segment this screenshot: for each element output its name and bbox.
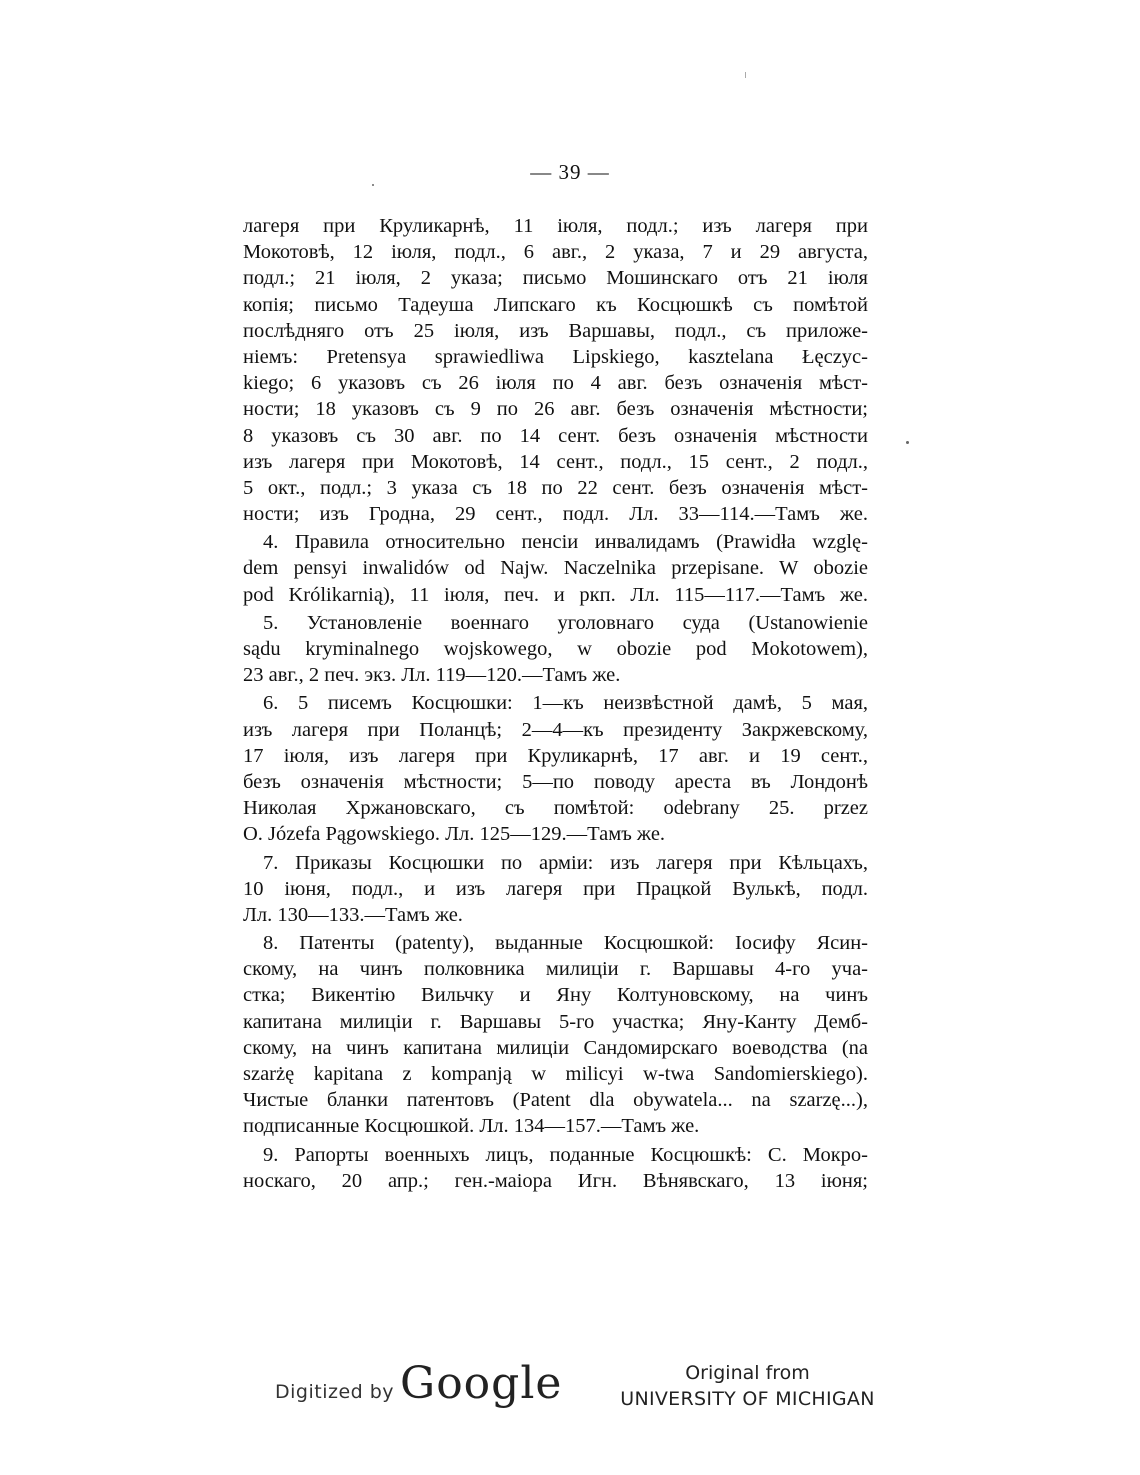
text-line: копія; письмо Тадеуша Липскаго къ Косцюшкѣ съ помѣтой (243, 293, 868, 316)
scan-speck (745, 72, 746, 78)
google-logo: Google (400, 1358, 563, 1409)
text-line: kiego; 6 указовъ съ 26 іюля по 4 авг. безъ означенія мѣст- (243, 372, 868, 395)
paragraph-8-line: 8. Патенты (patenty), выданные Косцюшкой: Іосифу Ясин- (263, 932, 868, 955)
text-line: носкаго, 20 апр.; ген.-маіора Игн. Вѣнявскаго, 13 іюня; (243, 1169, 868, 1192)
text-line: 17 іюля, изъ лагеря при Круликарнѣ, 17 авг. и 19 сент., (243, 744, 868, 767)
paragraph-5-line: 5. Установленіе военнаго уголовнаго суда (Ustanowienie (263, 611, 868, 634)
university-label: UNIVERSITY OF MICHIGAN (620, 1388, 875, 1410)
text-line: безъ означенія мѣстности; 5—по поводу ареста въ Лондонѣ (243, 770, 868, 793)
text-line: изъ лагеря при Мокотовѣ, 14 сент., подл., 15 сент., 2 подл., (243, 450, 868, 473)
text-line: скому, на чинъ полковника милиціи г. Варшавы 4-го уча- (243, 958, 868, 981)
text-line: послѣдняго отъ 25 іюля, изъ Варшавы, подл., съ приложе- (243, 319, 868, 342)
text-line: лагеря при Круликарнѣ, 11 іюля, подл.; изъ лагеря при (243, 215, 868, 237)
paragraph-4-line: 4. Правила относительно пенсіи инвалидамъ (Prawidła wzglę- (263, 531, 868, 554)
body-text (243, 213, 868, 1194)
paragraph-9-line: 9. Рапорты военныхъ лицъ, поданные Косцюшкѣ: С. Мокро- (263, 1143, 868, 1166)
text-line: 8 указовъ съ 30 авг. по 14 сент. безъ означенія мѣстности (243, 424, 868, 447)
text-line: подл.; 21 іюля, 2 указа; письмо Мошинскаго отъ 21 іюля (243, 267, 868, 290)
text-line: sądu kryminalnego wojskowego, w obozie pod Mokotowem), (243, 638, 868, 660)
text-line: стка; Викентію Вильчку и Яну Колтуновскому, на чинъ (243, 984, 868, 1007)
paragraph-6-line: 6. 5 писемъ Косцюшки: 1—къ неизвѣстной дамѣ, 5 мая, (263, 692, 868, 715)
page-number: — 39 — (530, 160, 610, 184)
text-line: изъ лагеря при Поланцѣ; 2—4—къ президенту Закржевскому, (243, 718, 868, 741)
original-from-watermark (615, 1360, 880, 1412)
text-line: szarżę kapitana z kompanją w milicyi w-twa Sandomierskiego). (243, 1063, 868, 1085)
original-from-label: Original from (685, 1362, 810, 1384)
text-line: подписанные Косцюшкой. Лл. 134—157.—Тамъ же. (243, 1115, 700, 1138)
text-line: ности; 18 указовъ съ 9 по 26 авг. безъ означенія мѣстности; (243, 398, 868, 421)
text-line: Мокотовѣ, 12 іюля, подл., 6 авг., 2 указа, 7 и 29 августа, (243, 241, 868, 264)
text-line: ности; изъ Гродна, 29 сент., подл. Лл. 33—114.—Тамъ же. (243, 503, 868, 526)
text-line: ніемъ: Pretensya sprawiedliwa Lipskiego, kasztelana Łęczyc- (243, 345, 868, 368)
digitized-by-label: Digitized by (275, 1381, 395, 1403)
text-line: скому, на чинъ капитана милиціи Сандомирскаго воеводства (na (243, 1036, 868, 1059)
text-line: 5 окт., подл.; 3 указа съ 18 по 22 сент. безъ означенія мѣст- (243, 476, 868, 499)
digitized-by-google-watermark (275, 1358, 562, 1409)
text-line: капитана милиціи г. Варшавы 5-го участка; Яну-Канту Демб- (243, 1010, 868, 1033)
text-line: Чистые бланки патентовъ (Patent dla obywatela... na szarzę...), (243, 1089, 868, 1112)
text-line: pod Królikarnią), 11 іюля, печ. и ркп. Лл. 115—117.—Тамъ же. (243, 583, 868, 606)
text-line: 23 авг., 2 печ. экз. Лл. 119—120.—Тамъ же. (243, 664, 621, 687)
text-line: Лл. 130—133.—Тамъ же. (243, 903, 463, 926)
text-line: dem pensyi inwalidów od Najw. Naczelnika przepisane. W obozie (243, 557, 868, 580)
text-line: O. Józefa Pągowskiego. Лл. 125—129.—Тамъ же. (243, 823, 666, 846)
paragraph-7-line: 7. Приказы Косцюшки по арміи: изъ лагеря при Кѣльцахъ, (263, 851, 868, 874)
text-line: 10 іюня, подл., и изъ лагеря при Працкой Вулькѣ, подл. (243, 877, 868, 900)
scan-speck (372, 184, 374, 186)
text-line: Николая Хржановскаго, съ помѣтой: odebrany 25. przez (243, 797, 868, 820)
scan-speck (906, 441, 909, 444)
